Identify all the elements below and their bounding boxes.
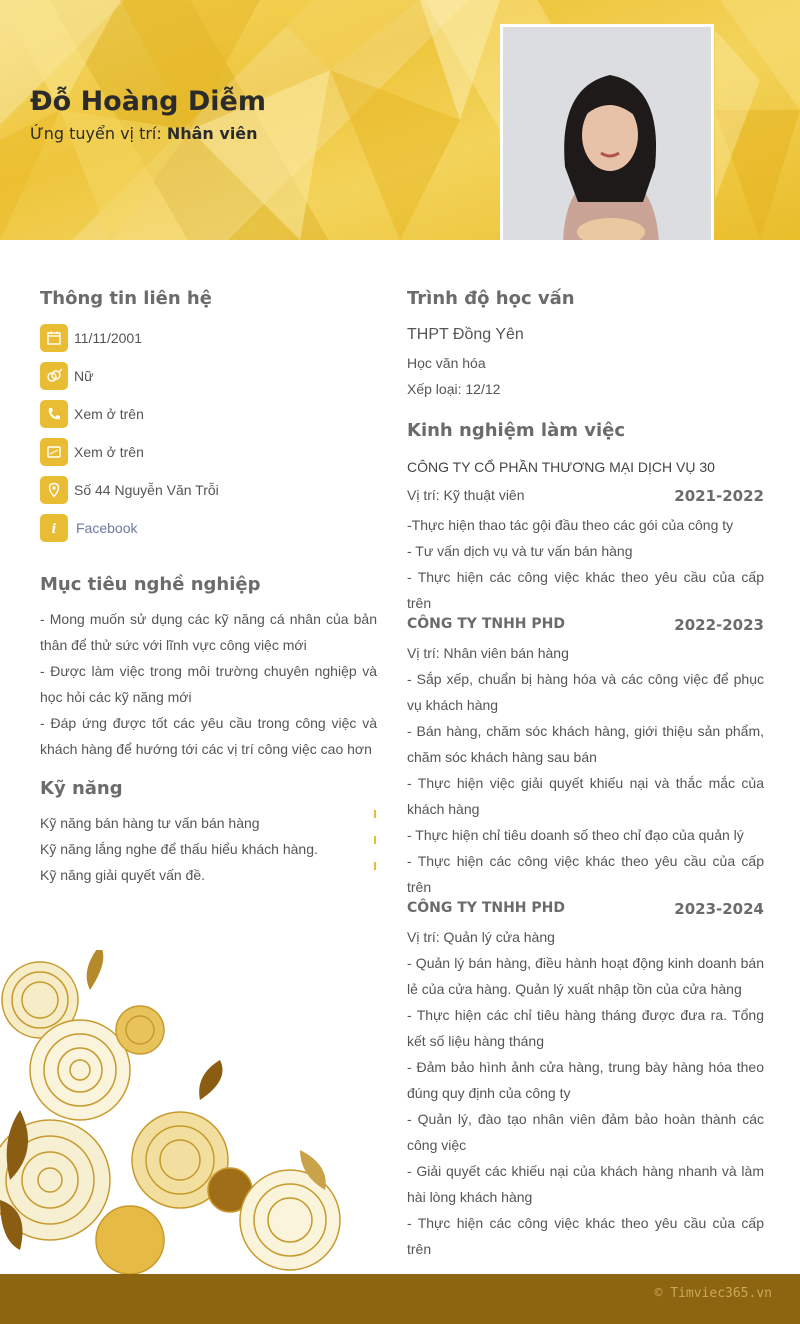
job-duty: -Thực hiện thao tác gội đầu theo các gói của công ty (407, 517, 734, 533)
job-3-role: Vị trí: Quản lý cửa hàng (407, 929, 555, 945)
job-2-company: CÔNG TY TNHH PHD (407, 616, 565, 632)
footer-bar (0, 1274, 800, 1324)
objective-line: - Đáp ứng được tốt các yêu cầu trong công việc và khách hàng để hướng tới các vị trí công việc cao hơn (40, 715, 377, 757)
header-banner (0, 0, 800, 240)
job-duty: - Thực hiện việc giải quyết khiếu nại và thắc mắc của khách hàng (407, 775, 764, 817)
objective-line: - Mong muốn sử dụng các kỹ năng cá nhân của bản thân để thử sức với lĩnh vực công việc mới (40, 611, 377, 653)
skill-item: Kỹ năng bán hàng tư vấn bán hàng (40, 815, 260, 831)
contact-email (40, 438, 144, 466)
contact-facebook[interactable] (40, 514, 137, 542)
contact-address-text: Số 44 Nguyễn Văn Trỗi (74, 482, 219, 498)
job-duty: - Bán hàng, chăm sóc khách hàng, giới thiệu sản phẩm, chăm sóc khách hàng sau bán (407, 723, 764, 765)
education-school: THPT Đồng Yên (407, 326, 524, 343)
job-duty: - Thực hiện các công việc khác theo yêu cầu của cấp trên (407, 569, 764, 611)
contact-title: Thông tin liên hệ (40, 288, 212, 309)
skill-level-bar (374, 836, 376, 844)
phone-icon (40, 400, 68, 428)
objective-title: Mục tiêu nghề nghiệp (40, 574, 261, 595)
skills-title: Kỹ năng (40, 778, 123, 799)
gender-icon (40, 362, 68, 390)
job-3-company: CÔNG TY TNHH PHD (407, 900, 565, 916)
objective-text (40, 606, 377, 762)
contact-phone-text: Xem ở trên (74, 406, 144, 422)
experience-title: Kinh nghiệm làm việc (407, 420, 626, 441)
copyright-text[interactable]: © Timviec365.vn (654, 1286, 772, 1301)
contact-dob-text: 11/11/2001 (74, 330, 142, 346)
job-duty: - Thực hiện các công việc khác theo yêu cầu của cấp trên (407, 1215, 764, 1257)
objective-line: - Được làm việc trong môi trường chuyên nghiệp và học hỏi các kỹ năng mới (40, 663, 377, 705)
contact-phone (40, 400, 144, 428)
job-duty: - Sắp xếp, chuẩn bị hàng hóa và các công việc để phục vụ khách hàng (407, 671, 764, 713)
position-prefix: Ứng tuyển vị trí: (30, 124, 162, 143)
contact-address (40, 476, 219, 504)
job-1-company: CÔNG TY CỔ PHẦN THƯƠNG MẠI DỊCH VỤ 30 (407, 459, 715, 475)
position-value: Nhân viên (166, 124, 258, 143)
job-duty: - Quản lý bán hàng, điều hành hoạt động kinh doanh bán lẻ của cửa hàng. Quản lý xuất nhập tồn của cửa hàng (407, 955, 764, 997)
skill-level-bar (374, 810, 376, 818)
svg-text:i: i (51, 522, 57, 536)
facebook-link[interactable]: Facebook (76, 520, 138, 536)
job-duty: - Quản lý, đào tạo nhân viên đảm bảo hoàn thành các công việc (407, 1111, 764, 1153)
contact-email-text: Xem ở trên (74, 444, 144, 460)
profile-photo (500, 24, 714, 240)
email-icon (40, 438, 68, 466)
contact-gender-text: Nữ (74, 368, 94, 384)
job-3-period: 2023-2024 (674, 900, 764, 918)
location-icon (40, 476, 68, 504)
skill-level-bar (374, 862, 376, 870)
applied-position (30, 124, 258, 143)
skill-item: Kỹ năng lắng nghe để thấu hiểu khách hàng. (40, 841, 318, 857)
contact-dob (40, 324, 142, 352)
profile-photo-illustration (503, 27, 714, 240)
calendar-icon (40, 324, 68, 352)
job-duty: - Thực hiện chỉ tiêu doanh số theo chỉ đạo của quản lý (407, 827, 744, 843)
job-1-role: Vị trí: Kỹ thuật viên (407, 487, 525, 503)
education-grade: Xếp loại: 12/12 (407, 381, 501, 397)
contact-gender (40, 362, 93, 390)
job-duty: - Thực hiện các chỉ tiêu hàng tháng được đưa ra. Tổng kết số liệu hàng tháng (407, 1007, 764, 1049)
floral-decoration (0, 950, 360, 1274)
job-2-duties (407, 666, 764, 900)
job-duty: - Tư vấn dịch vụ và tư vấn bán hàng (407, 543, 633, 559)
job-3-duties (407, 950, 764, 1262)
job-2-period: 2022-2023 (674, 616, 764, 634)
education-title: Trình độ học vấn (407, 288, 575, 309)
education-major: Học văn hóa (407, 355, 486, 371)
job-1-period: 2021-2022 (674, 487, 764, 505)
skill-item: Kỹ năng giải quyết vấn đề. (40, 867, 206, 883)
job-1-duties (407, 512, 764, 616)
job-duty: - Đảm bảo hình ảnh cửa hàng, trung bày hàng hóa theo đúng quy định của công ty (407, 1059, 764, 1101)
job-2-role: Vị trí: Nhân viên bán hàng (407, 645, 569, 661)
job-duty: - Thực hiện các công việc khác theo yêu cầu của cấp trên (407, 853, 764, 895)
job-duty: - Giải quyết các khiếu nại của khách hàng nhanh và làm hài lòng khách hàng (407, 1163, 764, 1205)
candidate-name: Đỗ Hoàng Diễm (30, 86, 266, 117)
info-icon (40, 514, 68, 542)
